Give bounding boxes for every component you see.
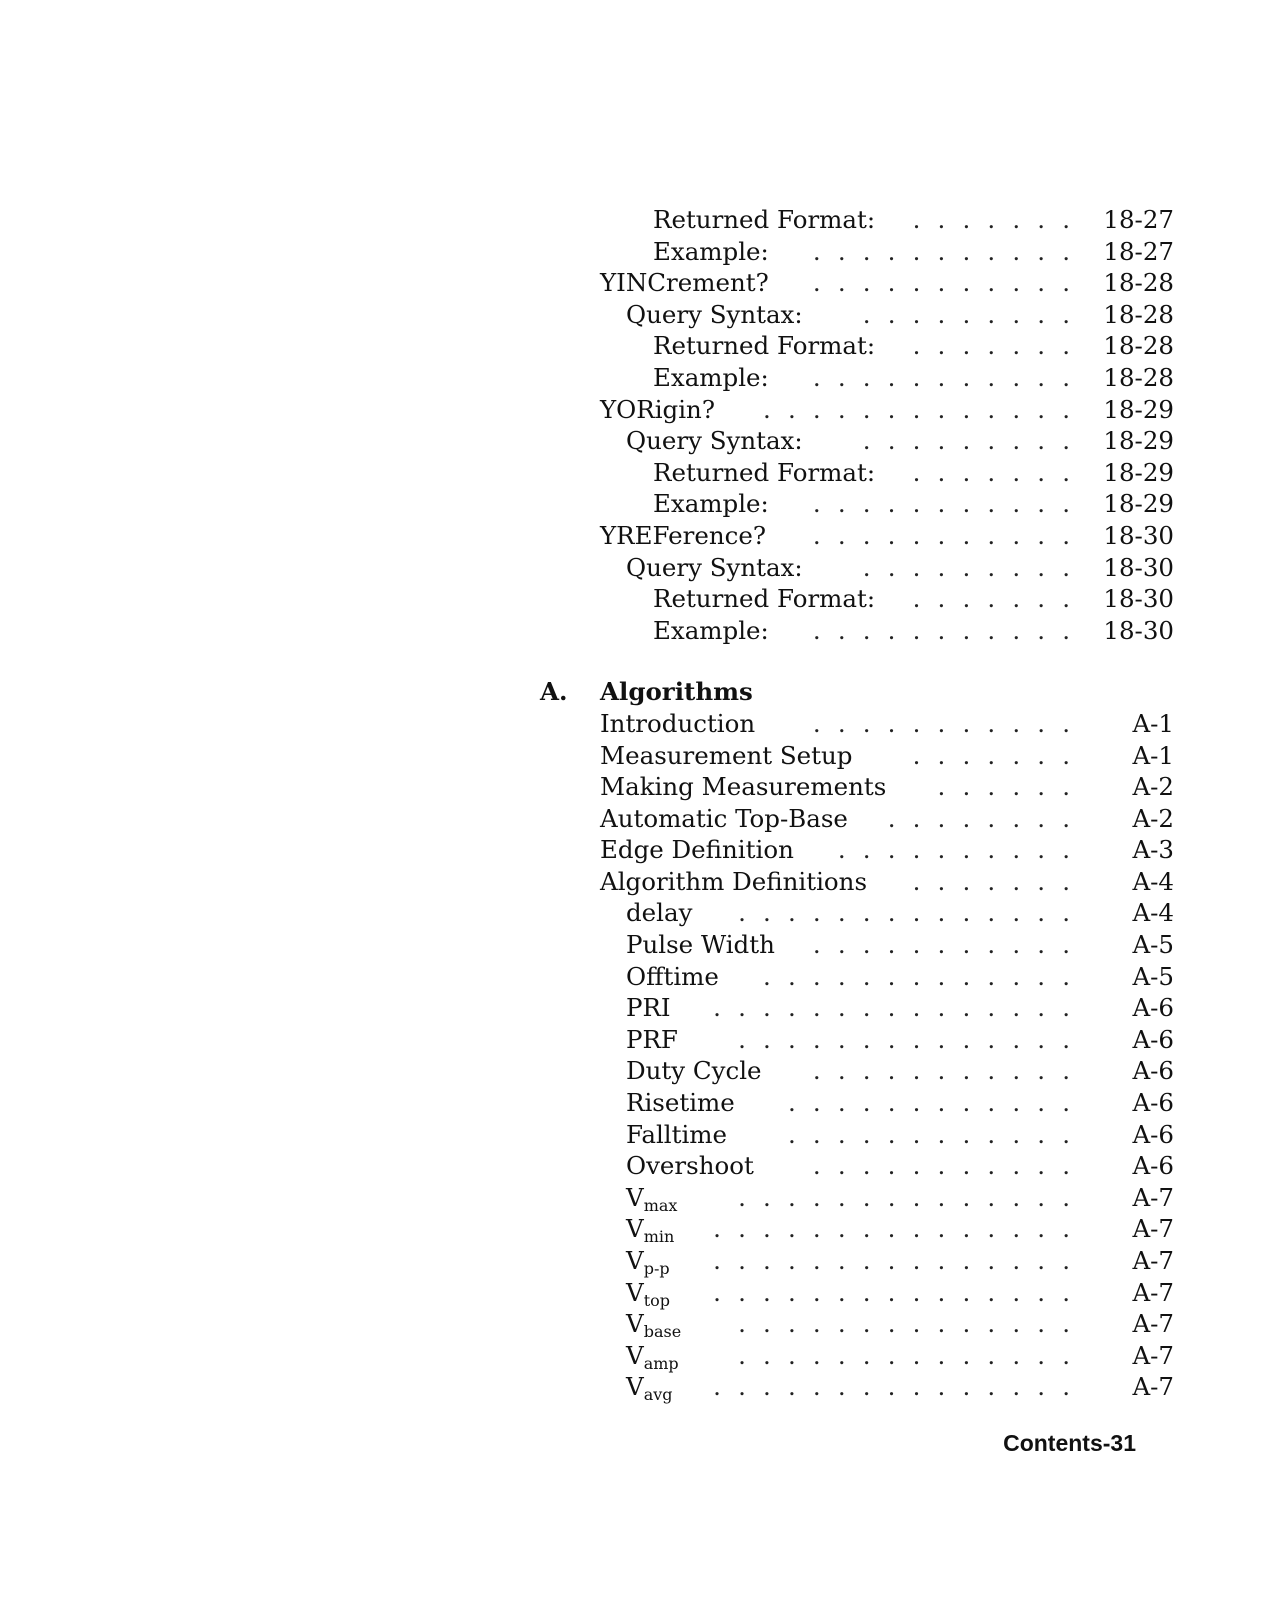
toc-entry-page: A-6 (1132, 1088, 1174, 1118)
toc-entry-page: A-6 (1132, 1151, 1174, 1181)
toc-entry-label: Example: (653, 236, 769, 266)
toc-entry-label: $V_{base}$ (626, 1309, 682, 1342)
dot-leader: . . . . . . . . . . . (812, 615, 1070, 645)
toc-entry (540, 457, 1180, 489)
toc-entry-page: 18-27 (1103, 205, 1174, 234)
dot-leader: . . . . . . . . . . . (812, 708, 1070, 738)
dot-leader: . . . . . . . . . . . (812, 362, 1070, 392)
dot-leader: . . . . . . . . . . (837, 835, 1070, 865)
toc-entry (540, 771, 1180, 803)
toc-entry-label: Example: (653, 615, 769, 645)
toc-entry-label: Pulse Width (626, 930, 775, 960)
dot-leader: . . . . . . . . . . . (812, 520, 1070, 550)
section-gap (540, 646, 1180, 676)
toc-entry-page: A-5 (1132, 930, 1174, 960)
toc-entry-subscript: avg (643, 1385, 673, 1405)
toc-entry (540, 1055, 1180, 1087)
toc-entry-page: A-1 (1132, 740, 1174, 770)
toc-entry (540, 1277, 1180, 1309)
toc-entry-subscript: min (643, 1227, 675, 1247)
toc-entry (540, 1150, 1180, 1182)
dot-leader: . . . . . . . . . . . (812, 930, 1070, 960)
chapter-letter: A. (540, 677, 568, 707)
dot-leader: . . . . . . . . . . . . . . . (713, 1277, 1070, 1307)
dot-leader: . . . . . . . . . . . (812, 489, 1070, 519)
dot-leader: . . . . . . . . . . . . . (763, 961, 1070, 991)
toc-entry-page: A-1 (1132, 708, 1174, 738)
toc-entry-page: 18-30 (1103, 552, 1174, 582)
toc-entry (540, 1213, 1180, 1245)
toc-entry-label: Query Syntax: (626, 552, 803, 582)
toc-entry (540, 1119, 1180, 1151)
toc-entry (540, 929, 1180, 961)
toc-entry-subscript: base (643, 1322, 682, 1342)
toc-entry-page: 18-30 (1103, 615, 1174, 645)
toc-entry-label: Measurement Setup (600, 740, 853, 770)
dot-leader: . . . . . . . . . . . (812, 1056, 1070, 1086)
toc-entry (540, 1245, 1180, 1277)
toc-entry-label: PRF (626, 1024, 678, 1054)
toc-entry (540, 803, 1180, 835)
toc-entry-label: Query Syntax: (626, 299, 803, 329)
dot-leader: . . . . . . . (912, 866, 1070, 896)
dot-leader: . . . . . . . . . (862, 299, 1070, 329)
dot-leader: . . . . . . . . . . . . . . (738, 898, 1070, 928)
toc-entry-page: A-2 (1132, 803, 1174, 833)
toc-entry (540, 362, 1180, 394)
toc-entry (540, 992, 1180, 1024)
toc-entry-page: A-7 (1132, 1277, 1174, 1307)
toc-entry-page: 18-29 (1103, 426, 1174, 456)
toc-entry-label: $V_{p-p}$ (626, 1246, 670, 1278)
toc-section-chapter-18 (540, 204, 1180, 646)
toc-entry-page: A-5 (1132, 961, 1174, 991)
toc-entry-label: $V_{top}$ (626, 1277, 671, 1310)
toc-entry-page: A-7 (1132, 1246, 1174, 1275)
toc-section-appendix-a (540, 708, 1180, 1403)
toc-entry-page: 18-29 (1103, 457, 1174, 487)
toc-entry-page: A-4 (1132, 898, 1174, 928)
toc-entry-page: A-7 (1132, 1372, 1174, 1402)
page-footer: Contents-31 (1003, 1430, 1136, 1456)
dot-leader: . . . . . . . . . . . . (787, 1088, 1070, 1118)
toc-entry-label: delay (626, 898, 693, 928)
toc-entry (540, 236, 1180, 268)
toc-entry-label: Returned Format: (653, 584, 876, 614)
dot-leader: . . . . . . (937, 772, 1070, 802)
toc-entry-label: Risetime (626, 1088, 735, 1118)
table-of-contents (540, 204, 1180, 1403)
dot-leader: . . . . . . . . . . . . . . (738, 1309, 1070, 1339)
toc-entry-page: A-7 (1132, 1340, 1174, 1370)
dot-leader: . . . . . . . . . . . . . . (738, 1182, 1070, 1212)
toc-entry-subscript: max (643, 1195, 678, 1215)
toc-entry-page: A-6 (1132, 1119, 1174, 1149)
toc-entry (540, 1340, 1180, 1372)
dot-leader: . . . . . . . . (887, 803, 1070, 833)
dot-leader: . . . . . . . . . . . (812, 236, 1070, 266)
toc-entry (540, 520, 1180, 552)
toc-entry (540, 1371, 1180, 1403)
toc-entry-page: A-2 (1132, 772, 1174, 802)
chapter-title: Algorithms (600, 677, 753, 707)
toc-entry-page: 18-30 (1103, 584, 1174, 614)
toc-entry-label: Returned Format: (653, 205, 876, 234)
toc-entry-label: Example: (653, 489, 769, 519)
toc-entry (540, 583, 1180, 615)
dot-leader: . . . . . . . . . . . . . (763, 394, 1070, 424)
toc-entry-label: Duty Cycle (626, 1056, 762, 1086)
toc-entry (540, 394, 1180, 426)
dot-leader: . . . . . . . (912, 740, 1070, 770)
toc-entry-label: Algorithm Definitions (600, 866, 868, 896)
toc-entry-label: PRI (626, 993, 671, 1023)
toc-entry (540, 1182, 1180, 1214)
toc-entry-page: A-3 (1132, 835, 1174, 865)
toc-entry-page: 18-27 (1103, 236, 1174, 266)
dot-leader: . . . . . . . . . . . . . . (738, 1340, 1070, 1370)
toc-entry-label: Automatic Top-Base (600, 803, 848, 833)
toc-entry-page: A-4 (1132, 866, 1174, 896)
dot-leader: . . . . . . . . . . . . . . . (713, 993, 1070, 1023)
toc-entry-label: $V_{amp}$ (626, 1340, 679, 1373)
toc-entry-label: Offtime (626, 961, 719, 991)
dot-leader: . . . . . . . (912, 457, 1070, 487)
toc-entry (540, 552, 1180, 584)
toc-entry-page: 18-29 (1103, 489, 1174, 519)
toc-entry (540, 488, 1180, 520)
toc-entry-label: Example: (653, 362, 769, 392)
dot-leader: . . . . . . . . . . . . (787, 1119, 1070, 1149)
toc-entry-page: 18-29 (1103, 394, 1174, 424)
toc-entry-subscript: amp (643, 1353, 679, 1373)
toc-entry-page: A-6 (1132, 993, 1174, 1023)
toc-entry-subscript: p-p (643, 1259, 670, 1278)
toc-entry-label: Making Measurements (600, 772, 887, 802)
dot-leader: . . . . . . . (912, 331, 1070, 361)
dot-leader: . . . . . . . . . . . . . . (738, 1024, 1070, 1054)
dot-leader: . . . . . . . . . (862, 426, 1070, 456)
toc-entry (540, 1308, 1180, 1340)
dot-leader: . . . . . . . (912, 205, 1070, 234)
toc-entry (540, 1087, 1180, 1119)
toc-entry (540, 961, 1180, 993)
toc-entry (540, 866, 1180, 898)
toc-entry-subscript: top (643, 1290, 671, 1310)
toc-entry-label: $V_{avg}$ (626, 1372, 673, 1405)
toc-entry (540, 708, 1180, 740)
toc-entry-page: 18-30 (1103, 520, 1174, 550)
toc-entry-label: Overshoot (626, 1151, 754, 1181)
toc-entry-label: $V_{max}$ (626, 1182, 678, 1215)
dot-leader: . . . . . . . . . . . . . . . (713, 1246, 1070, 1275)
toc-entry (540, 834, 1180, 866)
toc-entry-page: A-7 (1132, 1309, 1174, 1339)
toc-entry (540, 204, 1180, 236)
toc-entry-label: Returned Format: (653, 331, 876, 361)
toc-entry-page: A-7 (1132, 1182, 1174, 1212)
dot-leader: . . . . . . . (912, 584, 1070, 614)
toc-entry-page: A-6 (1132, 1056, 1174, 1086)
toc-entry-label: Query Syntax: (626, 426, 803, 456)
dot-leader: . . . . . . . . . . . . . . . (713, 1372, 1070, 1402)
toc-entry (540, 897, 1180, 929)
dot-leader: . . . . . . . . . . . (812, 1151, 1070, 1181)
toc-entry-page: 18-28 (1103, 299, 1174, 329)
toc-entry (540, 615, 1180, 647)
toc-entry (540, 1024, 1180, 1056)
toc-entry-label: $V_{min}$ (626, 1214, 675, 1247)
toc-entry-label: YINCrement? (600, 268, 769, 298)
toc-entry-label: Falltime (626, 1119, 728, 1149)
toc-entry (540, 267, 1180, 299)
dot-leader: . . . . . . . . . . . . . . . (713, 1214, 1070, 1244)
toc-entry-label: YORigin? (600, 394, 715, 424)
toc-entry-label: Returned Format: (653, 457, 876, 487)
toc-entry (540, 299, 1180, 331)
toc-entry-page: A-6 (1132, 1024, 1174, 1054)
toc-entry-page: 18-28 (1103, 268, 1174, 298)
dot-leader: . . . . . . . . . (862, 552, 1070, 582)
chapter-heading (540, 676, 1180, 708)
dot-leader: . . . . . . . . . . . (812, 268, 1070, 298)
toc-entry (540, 740, 1180, 772)
toc-entry (540, 425, 1180, 457)
toc-entry-label: YREFerence? (600, 520, 767, 550)
toc-entry-page: 18-28 (1103, 331, 1174, 361)
toc-entry (540, 330, 1180, 362)
toc-entry-label: Edge Definition (600, 835, 794, 865)
toc-entry-label: Introduction (600, 708, 756, 738)
toc-entry-page: A-7 (1132, 1214, 1174, 1244)
toc-entry-page: 18-28 (1103, 362, 1174, 392)
